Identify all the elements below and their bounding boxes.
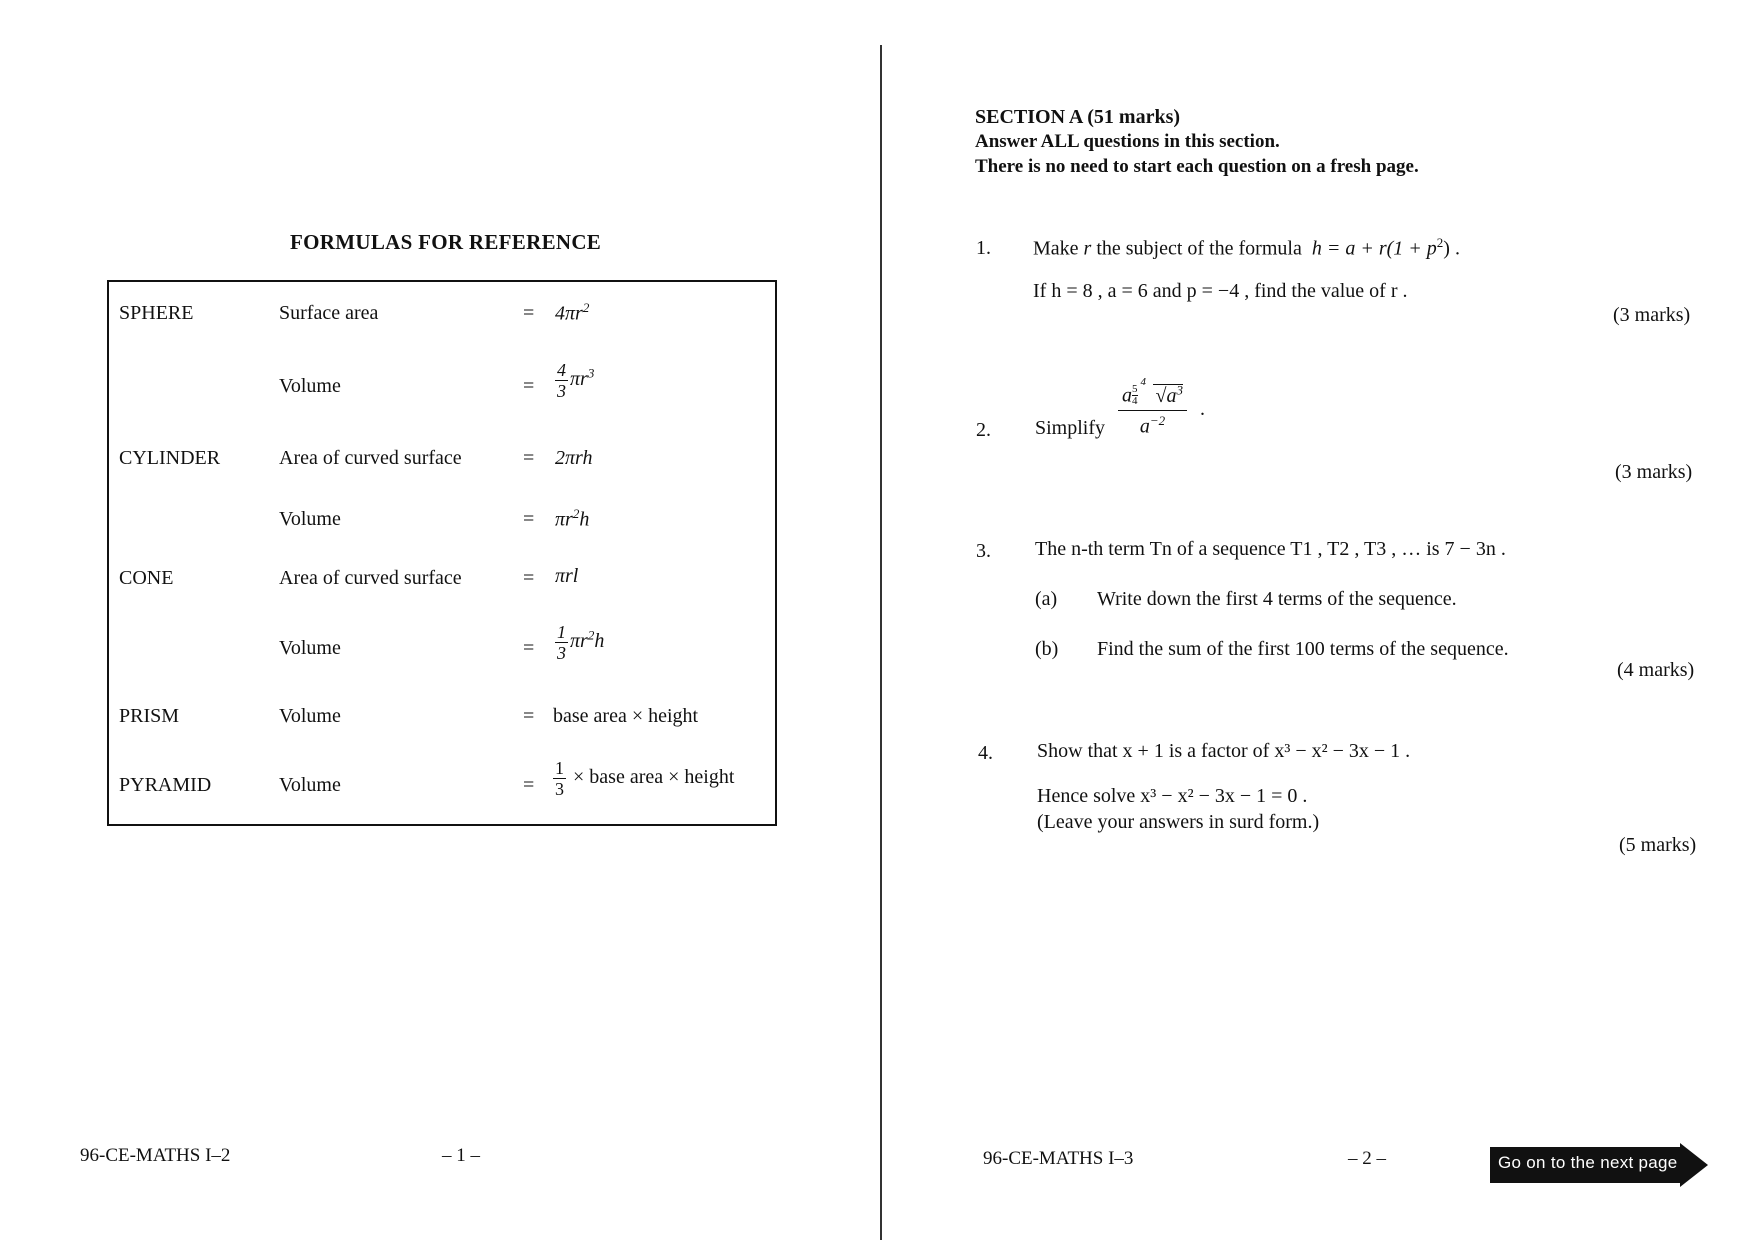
marks-label: (5 marks): [1619, 834, 1697, 856]
section-instruction: Answer ALL questions in this section.: [975, 131, 1280, 152]
page-number: – 2 –: [1348, 1148, 1386, 1169]
quantity-label: Volume: [279, 375, 341, 397]
part-label: (a): [1035, 588, 1058, 610]
quantity-label: Volume: [279, 774, 341, 796]
equals-sign: =: [523, 705, 535, 727]
part-text: Find the sum of the first 100 terms of the sequence.: [1097, 638, 1509, 660]
equals-sign: =: [523, 508, 535, 530]
formula: 2πrh: [555, 447, 593, 469]
page-number: – 1 –: [442, 1145, 480, 1166]
question-number: 3.: [976, 540, 991, 562]
formula: $\frac{1}{3}$ $\pi r^2h$: [557, 622, 605, 663]
question-text: Make r the subject of the formula $h = a + r(1 + p^2)$ .: [1033, 235, 1460, 260]
part-text: Write down the first 4 terms of the sequence.: [1097, 588, 1457, 610]
marks-label: (3 marks): [1615, 461, 1693, 483]
equals-sign: =: [523, 447, 535, 469]
formulas-table: [107, 280, 777, 826]
question-expression: a $\frac{5}{4}$ 4 $√a^3$ $a^{-2}$ .: [1118, 382, 1205, 438]
fraction: $\frac{4}{3}$: [557, 360, 566, 401]
formula: $4\pi r^2$: [555, 300, 590, 325]
question-number: 4.: [978, 742, 993, 764]
question-text: Hence solve x³ − x² − 3x − 1 = 0 .: [1037, 785, 1308, 807]
page-divider: [880, 45, 882, 1240]
shape-label: SPHERE: [119, 302, 194, 324]
part-label: (b): [1035, 638, 1059, 660]
question-text: If h = 8 , a = 6 and p = −4 , find the value of r .: [1033, 280, 1408, 302]
formula: $\frac{1}{3}$ × base area × height: [555, 758, 735, 799]
question-text: Show that x + 1 is a factor of x³ − x² − 3x − 1 .: [1037, 740, 1411, 762]
next-page-label: Go on to the next page: [1498, 1153, 1678, 1172]
quantity-label: Volume: [279, 508, 341, 530]
formula: base area × height: [553, 705, 699, 727]
shape-label: CYLINDER: [119, 447, 221, 469]
footer-code: 96-CE-MATHS I–2: [80, 1145, 231, 1166]
marks-label: (3 marks): [1613, 304, 1691, 326]
shape-label: PRISM: [119, 705, 180, 727]
question-text: (Leave your answers in surd form.): [1037, 811, 1320, 833]
quantity-label: Area of curved surface: [279, 447, 462, 469]
question-number: 1.: [976, 237, 991, 259]
go-to-next-page-arrow: [1490, 1143, 1710, 1187]
equals-sign: =: [523, 774, 535, 796]
formula: πrl: [555, 565, 579, 587]
question-number: 2.: [976, 419, 991, 441]
quantity-label: Surface area: [279, 302, 379, 324]
equals-sign: =: [523, 567, 535, 589]
equals-sign: =: [523, 637, 535, 659]
formulas-title: FORMULAS FOR REFERENCE: [290, 230, 602, 254]
question-text: The n-th term Tn of a sequence T1 , T2 , T3 , … is 7 − 3n .: [1035, 538, 1506, 560]
formula: $\frac{4}{3}$ $\pi r^3$: [557, 360, 595, 401]
formula: $\pi r^2h$: [555, 506, 590, 531]
equals-sign: =: [523, 375, 535, 397]
question-text: Simplify: [1035, 417, 1106, 439]
quantity-label: Volume: [279, 637, 341, 659]
marks-label: (4 marks): [1617, 659, 1695, 681]
section-title: SECTION A (51 marks): [975, 106, 1181, 128]
equals-sign: =: [523, 302, 535, 324]
footer-code: 96-CE-MATHS I–3: [983, 1148, 1134, 1169]
section-instruction: There is no need to start each question on a fresh page.: [975, 156, 1419, 177]
radical-sign: 4 $√a^3$: [1140, 376, 1183, 407]
fraction: $\frac{1}{3}$: [555, 758, 564, 799]
quantity-label: Volume: [279, 705, 341, 727]
fraction: $\frac{1}{3}$: [557, 622, 566, 663]
shape-label: PYRAMID: [119, 774, 212, 796]
shape-label: CONE: [119, 567, 174, 589]
quantity-label: Area of curved surface: [279, 567, 462, 589]
